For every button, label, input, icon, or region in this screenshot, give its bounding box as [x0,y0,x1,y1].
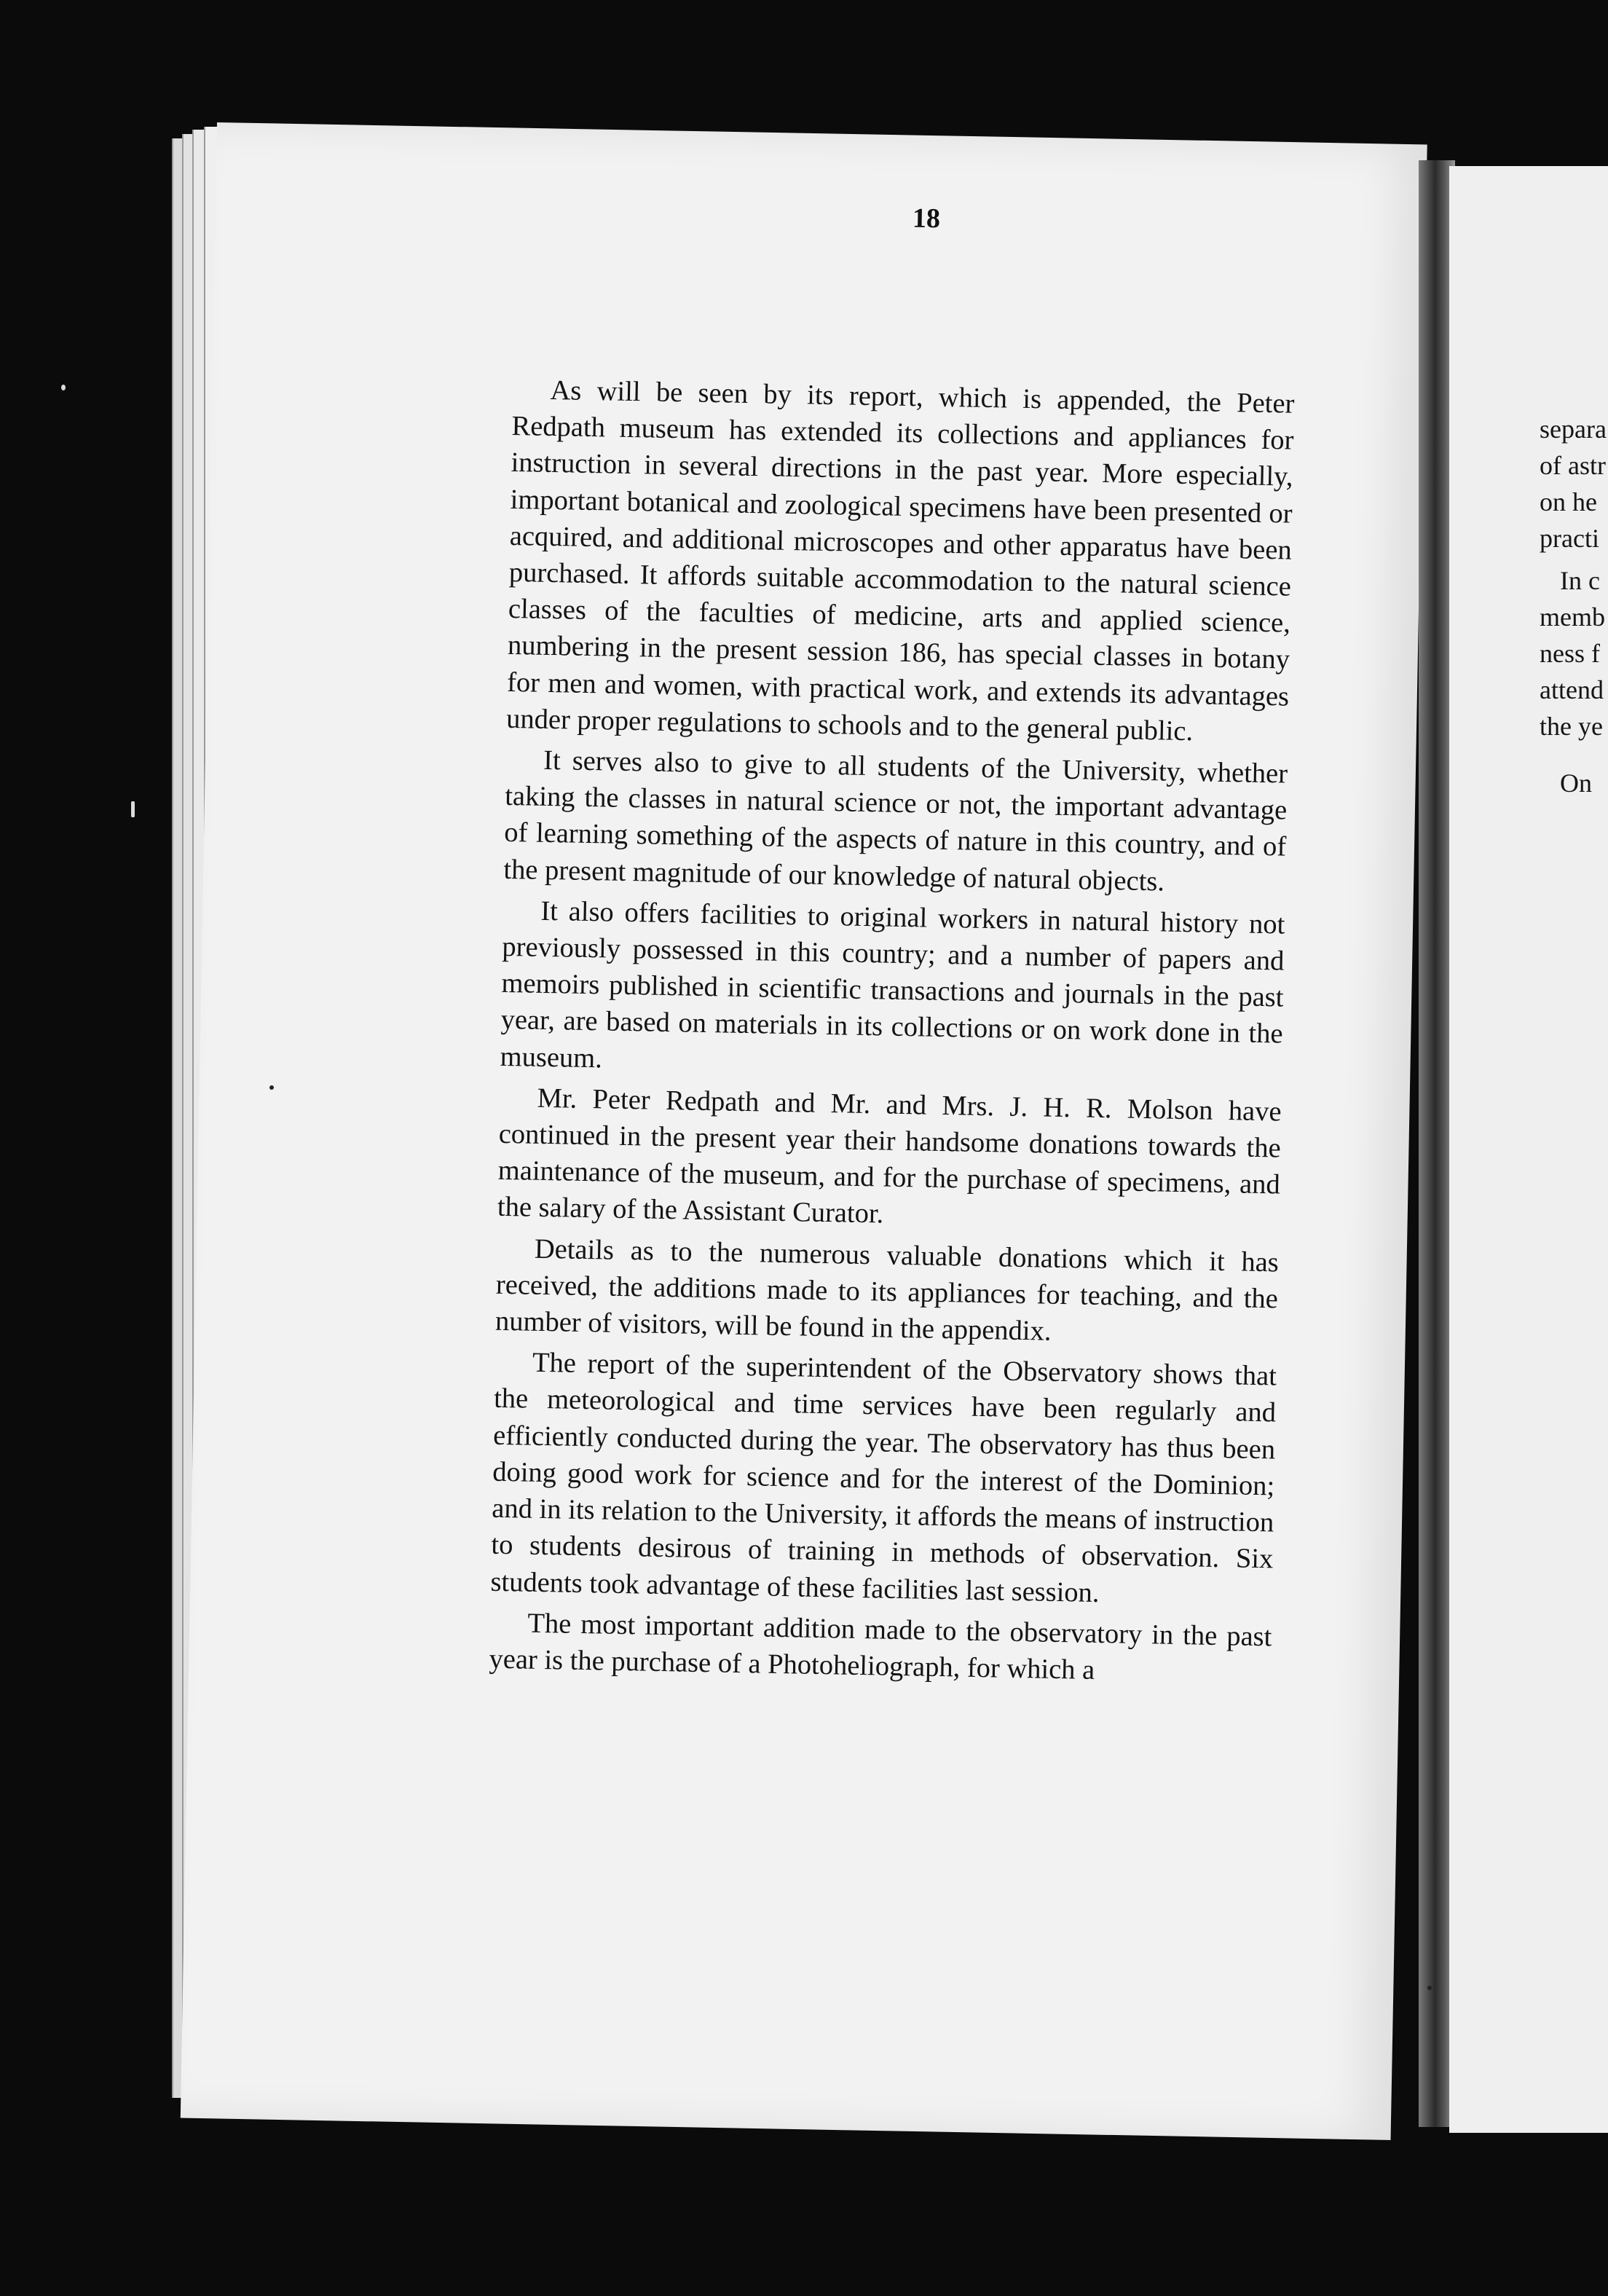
body-text [489,371,1295,1696]
facing-line-5: In c [1560,566,1600,595]
facing-line-4: practi [1540,524,1599,553]
facing-line-1: separa [1540,414,1607,444]
facing-line-8: attend [1540,675,1604,704]
paragraph-donations: Mr. Peter Redpath and Mr. and Mrs. J. H. R. Molson have continued in the present year their handsome donations towards the maintenance of the museum, and for the purchase of specimens, and the salary of the Assistant Curator. [497,1082,1282,1230]
scan-speck [61,385,66,390]
facing-line-10: On [1560,768,1592,798]
paragraph-observatory: The report of the superintendent of the Observatory shows that the meteorological and time services have been regularly and efficiently conducted during the year. The observatory has thus been doing good work for science and for the interest of the Dominion; and in its relation to the University, it affords the means of instruction to students desirous of training in methods of observation. Six students took advantage of these facilities last session. [490,1348,1277,1608]
facing-line-2: of astr [1540,451,1606,480]
facing-line-9: the ye [1540,712,1603,741]
facing-line-7: ness f [1540,639,1600,668]
page-number: 18 [912,203,941,235]
paragraph-details: Details as to the numerous valuable donations which it has received, the additions made to its appliances for teaching, and the number of visitors, will be found in the appendix. [494,1233,1280,1347]
paragraph-original-workers: It also offers facilities to original workers in natural history not previously possessed in this country; and a number of papers and memoirs published in scientific transactions and journals in the past year, are based on materials in its collections or on work done in the museum. [500,895,1285,1074]
scan-speck [1427,1986,1432,1990]
facing-line-6: memb [1540,602,1605,632]
paragraph-photoheliograph: The most important addition made to the observatory in the past year is the purchase of a Photoheliograph, for which a [489,1608,1272,1686]
facing-line-3: on he [1540,487,1597,516]
facing-page [1449,166,1608,2133]
paragraph-museum-report: As will be seen by its report, which is appended, the Peter Redpath museum has extended its collections and appliances for instruction in several directions in the past year. More especially, important botanical and zoological specimens have been presented or acquired, and additional microscopes and other apparatus have been purchased. It affords suitable accommodation to the natural science classes of the faculties of medicine, arts and applied science, numbering in the present session 186, has special classes in botany for men and women, with practical work, and extends its advantages under proper regulations to schools and to the general public. [505,374,1295,747]
scan-speck [131,801,135,817]
scan-speck [269,1085,274,1090]
paragraph-students-advantage: It serves also to give to all students of the University, whether taking the classes in natural science or not, the important advantage of learning something of the aspects of nature in this country, and of the present magnitude of our knowledge of natural objects. [503,744,1288,897]
